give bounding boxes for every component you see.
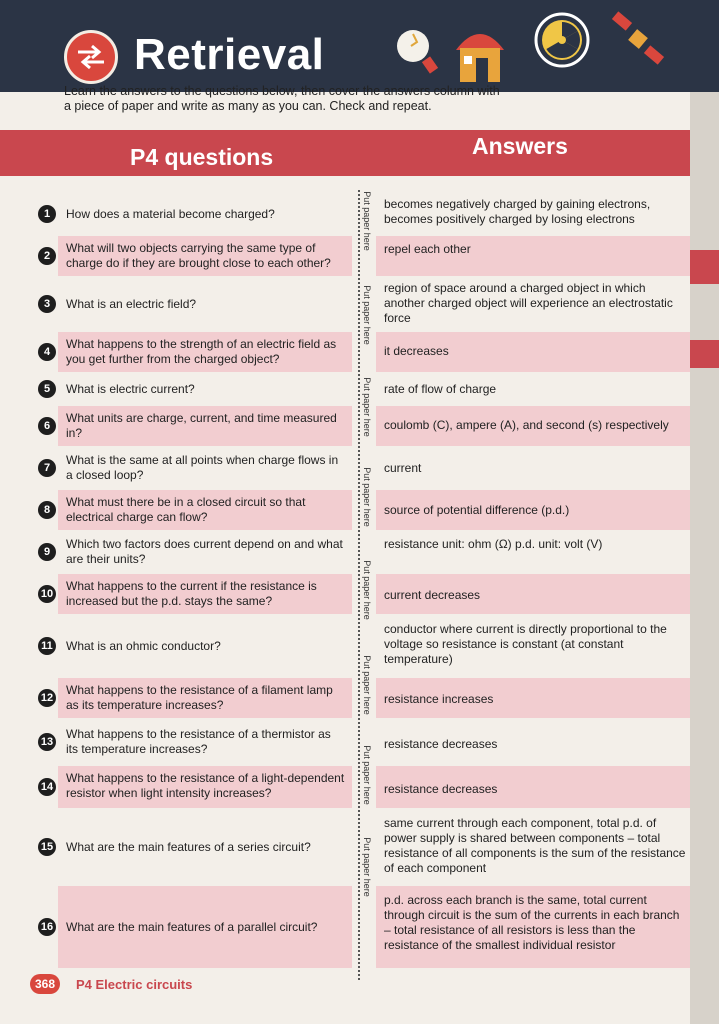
question-text: What units are charge, current, and time measured in? <box>66 411 337 440</box>
answer-text: resistance decreases <box>384 782 498 796</box>
answer-text: same current through each component, total p.d. of power supply is shared between components – total resistance of all components is the sum of the resistance of each component <box>384 816 686 875</box>
satellite-icon <box>605 6 675 76</box>
question-text: What are the main features of a parallel circuit? <box>66 920 318 934</box>
question-text: What is electric current? <box>66 382 195 396</box>
question-text: What is an ohmic conductor? <box>66 639 221 653</box>
retrieval-logo-icon <box>64 30 118 84</box>
question-text: Which two factors does current depend on and what are their units? <box>66 537 343 566</box>
question-number: 12 <box>38 689 56 707</box>
answer-text: current decreases <box>384 588 481 602</box>
question-number: 14 <box>38 778 56 796</box>
question-text: What are the main features of a series circuit? <box>66 840 311 854</box>
cover-label: Put paper here <box>362 745 372 805</box>
house-icon <box>450 18 510 84</box>
question-text: What happens to the resistance of a thermistor as its temperature increases? <box>66 727 331 756</box>
answer-text: coulomb (C), ampere (A), and second (s) respectively <box>384 418 669 432</box>
answer-text: resistance unit: ohm (Ω) p.d. unit: volt (V) <box>384 537 603 551</box>
question-text: What must there be in a closed circuit so that electrical charge can flow? <box>66 495 306 524</box>
question-number: 6 <box>38 417 56 435</box>
question-text: What is an electric field? <box>66 297 197 311</box>
question-text: What happens to the current if the resistance is increased but the p.d. stays the same? <box>66 579 317 608</box>
section-name: P4 Electric circuits <box>76 977 193 992</box>
question-number: 2 <box>38 247 56 265</box>
answer-text: repel each other <box>384 242 471 256</box>
cover-label: Put paper here <box>362 467 372 527</box>
questions-heading: P4 questions <box>130 144 274 170</box>
answer-text: region of space around a charged object in which another charged object will experience an electrostatic force <box>384 281 673 325</box>
radiation-icon <box>532 10 592 70</box>
page-title: Retrieval <box>134 30 325 79</box>
question-number: 8 <box>38 501 56 519</box>
page-number: 368 <box>30 974 60 994</box>
next-page-edge <box>690 0 719 1024</box>
cover-label: Put paper here <box>362 655 372 715</box>
next-page-accent-bar <box>690 250 719 284</box>
question-number: 9 <box>38 543 56 561</box>
answer-text: conductor where current is directly proportional to the voltage so resistance is constant (at constant temperature) <box>384 622 667 666</box>
question-number: 11 <box>38 637 56 655</box>
answers-heading: Answers <box>472 133 568 159</box>
question-number: 3 <box>38 295 56 313</box>
column-header-bar <box>0 130 690 176</box>
cover-line <box>358 190 360 980</box>
cover-label: Put paper here <box>362 377 372 437</box>
answer-text: becomes negatively charged by gaining electrons, becomes positively charged by losing electrons <box>384 197 651 226</box>
answer-text: resistance decreases <box>384 737 498 751</box>
next-page-accent-bar <box>690 340 719 368</box>
question-text: What happens to the resistance of a light-dependent resistor when light intensity increases? <box>66 771 345 800</box>
next-page-banner <box>690 0 719 92</box>
cover-label: Put paper here <box>362 837 372 897</box>
question-number: 10 <box>38 585 56 603</box>
answer-text: it decreases <box>384 344 449 358</box>
question-number: 16 <box>38 918 56 936</box>
answer-text: p.d. across each branch is the same, total current through circuit is the sum of the currents in each branch – total resistance of all resistors is less than the resistance of the smallest individual resistor <box>384 893 680 952</box>
intro-text: Learn the answers to the questions below, then cover the answers column with a piece of paper and write as many as you can. Check and repeat. <box>64 84 500 113</box>
question-number: 4 <box>38 343 56 361</box>
question-number: 13 <box>38 733 56 751</box>
question-text: What happens to the strength of an electric field as you get further from the charged object? <box>66 337 337 366</box>
question-number: 1 <box>38 205 56 223</box>
answer-text: resistance increases <box>384 692 494 706</box>
cover-label: Put paper here <box>362 191 372 251</box>
answer-text: rate of flow of charge <box>384 382 497 396</box>
lightbulb-icon <box>385 20 445 82</box>
question-text: What is the same at all points when charge flows in a closed loop? <box>66 453 339 482</box>
question-text: How does a material become charged? <box>66 207 275 221</box>
question-number: 15 <box>38 838 56 856</box>
question-text: What will two objects carrying the same type of charge do if they are brought close to each other? <box>66 241 331 270</box>
cover-label: Put paper here <box>362 560 372 620</box>
cover-label: Put paper here <box>362 285 372 345</box>
answer-text: current <box>384 461 422 475</box>
answer-text: source of potential difference (p.d.) <box>384 503 570 517</box>
question-number: 7 <box>38 459 56 477</box>
question-number: 5 <box>38 380 56 398</box>
question-text: What happens to the resistance of a filament lamp as its temperature increases? <box>66 683 333 712</box>
